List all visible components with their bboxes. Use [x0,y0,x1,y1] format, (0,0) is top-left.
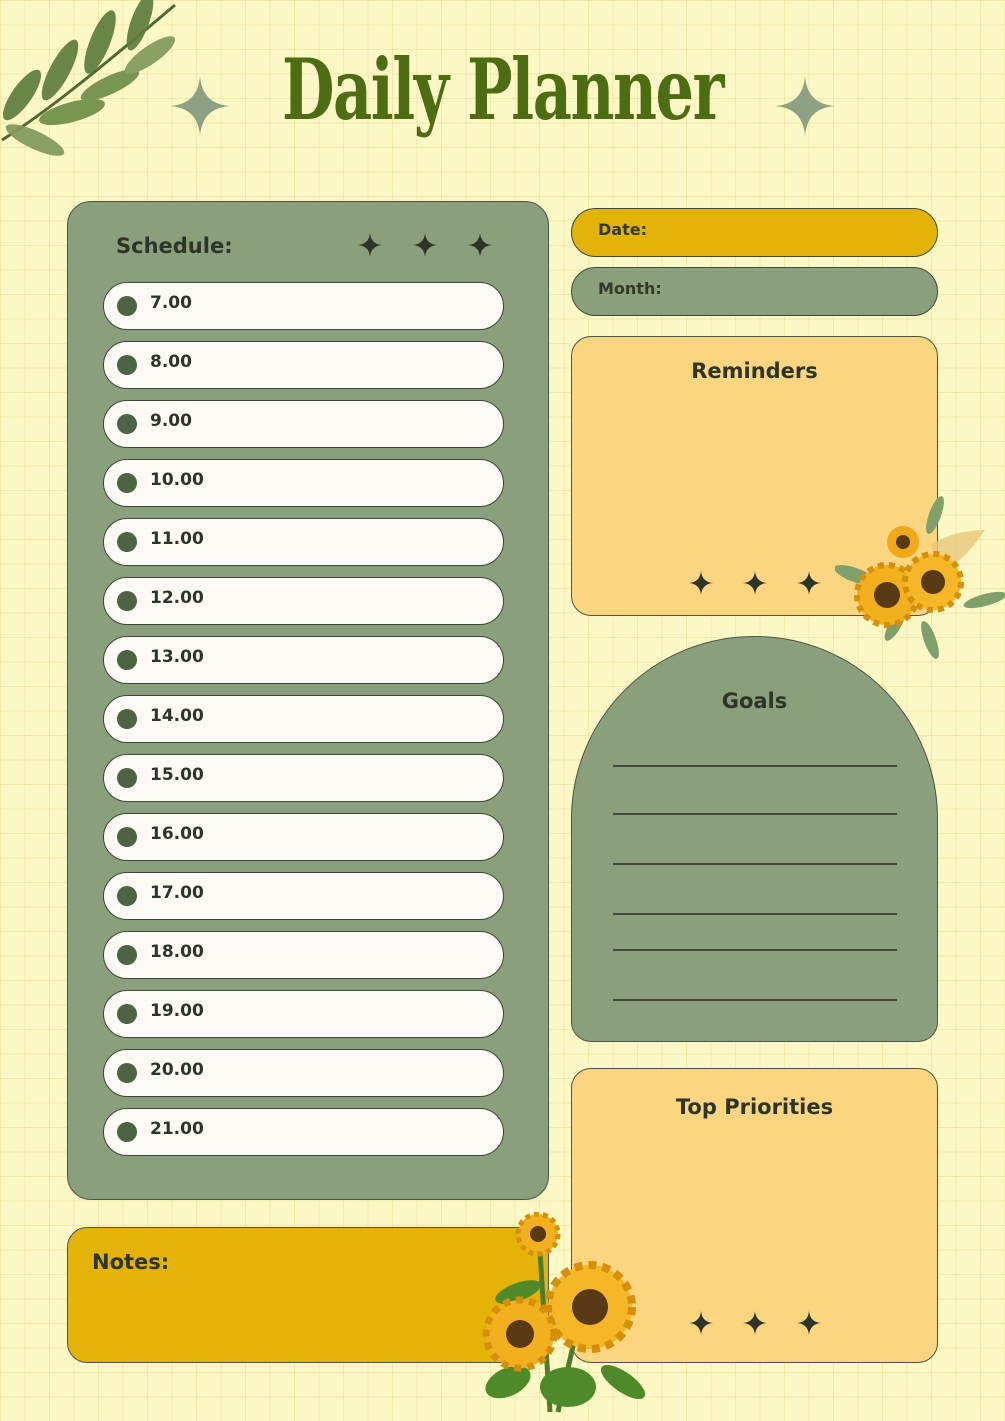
sparkle-icon [468,233,492,257]
goal-line [613,863,897,865]
bullet-dot [117,473,137,493]
sparkle-icon [689,1311,713,1335]
slot-time: 10.00 [150,470,204,490]
schedule-slot-20[interactable] [103,1049,504,1097]
slot-time: 11.00 [150,529,204,549]
goal-line [613,949,897,951]
goal-line [613,999,897,1001]
bullet-dot [117,709,137,729]
sparkle-icon [413,233,437,257]
slot-time: 16.00 [150,824,204,844]
schedule-slot-18[interactable] [103,931,504,979]
sparkle-icon [797,1311,821,1335]
goals-card[interactable] [571,636,938,1042]
bullet-dot [117,591,137,611]
schedule-slot-19[interactable] [103,990,504,1038]
schedule-slot-14[interactable] [103,695,504,743]
reminders-title: Reminders [691,359,818,383]
schedule-slot-7[interactable] [103,282,504,330]
sparkle-icon [743,571,767,595]
sunflower-bouquet-icon [835,490,1005,665]
slot-time: 15.00 [150,765,204,785]
bullet-dot [117,414,137,434]
slot-time: 13.00 [150,647,204,667]
schedule-slot-11[interactable] [103,518,504,566]
bullet-dot [117,296,137,316]
bullet-dot [117,650,137,670]
schedule-slot-13[interactable] [103,636,504,684]
goals-title: Goals [721,689,788,713]
slot-time: 19.00 [150,1001,204,1021]
schedule-slot-17[interactable] [103,872,504,920]
bullet-dot [117,886,137,906]
slot-time: 17.00 [150,883,204,903]
goal-line [613,813,897,815]
bullet-dot [117,827,137,847]
sparkle-icon [689,571,713,595]
month-label: Month: [598,279,662,298]
sunflower-bouquet-icon [478,1212,648,1417]
bullet-dot [117,1122,137,1142]
slot-time: 14.00 [150,706,204,726]
goal-line [613,913,897,915]
slot-time: 12.00 [150,588,204,608]
slot-time: 21.00 [150,1119,204,1139]
bullet-dot [117,945,137,965]
date-field[interactable] [571,208,938,257]
slot-time: 8.00 [150,352,192,372]
goal-line [613,765,897,767]
sparkle-icon [797,571,821,595]
sparkle-icon [358,233,382,257]
date-label: Date: [598,220,647,239]
bullet-dot [117,768,137,788]
page-title: Daily Planner [282,40,723,139]
schedule-slot-21[interactable] [103,1108,504,1156]
schedule-slot-15[interactable] [103,754,504,802]
schedule-slot-10[interactable] [103,459,504,507]
slot-time: 20.00 [150,1060,204,1080]
bullet-dot [117,1004,137,1024]
schedule-slot-9[interactable] [103,400,504,448]
bullet-dot [117,532,137,552]
bullet-dot [117,355,137,375]
notes-card[interactable] [67,1227,549,1363]
top-priorities-title: Top Priorities [675,1095,834,1119]
bullet-dot [117,1063,137,1083]
slot-time: 7.00 [150,293,192,313]
sparkle-icon [743,1311,767,1335]
schedule-slot-16[interactable] [103,813,504,861]
schedule-title: Schedule: [116,234,233,258]
notes-title: Notes: [92,1250,170,1274]
month-field[interactable] [571,267,938,316]
schedule-slot-12[interactable] [103,577,504,625]
schedule-panel [67,201,549,1200]
slot-time: 9.00 [150,411,192,431]
slot-time: 18.00 [150,942,204,962]
schedule-slot-8[interactable] [103,341,504,389]
